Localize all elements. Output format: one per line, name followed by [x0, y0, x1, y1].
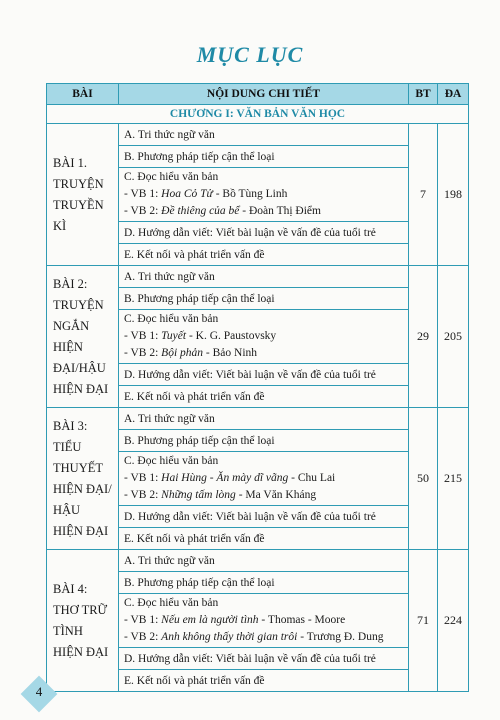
- da-page: 205: [438, 266, 469, 408]
- item-a: A. Tri thức ngữ văn: [119, 124, 409, 146]
- vb1-title: Tuyết: [161, 330, 187, 342]
- da-page: 224: [438, 550, 469, 692]
- item-e: E. Kết nối và phát triển vấn đề: [119, 386, 409, 408]
- page-number: 4: [35, 684, 43, 699]
- vb2-line: [124, 345, 403, 362]
- vb2-author: - Bảo Ninh: [203, 347, 258, 359]
- vb1-prefix: - VB 1:: [124, 614, 162, 626]
- item-c-heading: C. Đọc hiểu văn bản: [124, 455, 219, 467]
- item-d: D. Hướng dẫn viết: Viết bài luận về vấn đề của tuổi trẻ: [119, 364, 409, 386]
- item-b: B. Phương pháp tiếp cận thể loại: [119, 430, 409, 452]
- item-d: D. Hướng dẫn viết: Viết bài luận về vấn đề của tuổi trẻ: [119, 506, 409, 528]
- bt-page: 29: [409, 266, 438, 408]
- item-b: B. Phương pháp tiếp cận thể loại: [119, 572, 409, 594]
- vb2-line: [124, 487, 403, 504]
- page-title: MỤC LỤC: [196, 42, 304, 67]
- vb2-title: Anh không thấy thời gian trôi: [161, 631, 298, 643]
- lesson-name: BÀI 3: TIỂU THUYẾT HIỆN ĐẠI/ HẬU HIỆN ĐẠI: [47, 408, 119, 550]
- vb2-author: - Ma Văn Kháng: [235, 489, 317, 501]
- vb2-author: - Đoàn Thị Điểm: [239, 205, 321, 217]
- vb2-title: Những tấm lòng: [161, 489, 236, 501]
- vb1-prefix: - VB 1:: [124, 472, 162, 484]
- da-page: 215: [438, 408, 469, 550]
- header-row: [47, 84, 469, 105]
- item-c-heading: C. Đọc hiểu văn bản: [124, 171, 219, 183]
- vb2-title: Đề thiêng của bể: [161, 205, 240, 217]
- item-a: A. Tri thức ngữ văn: [119, 266, 409, 288]
- item-d: D. Hướng dẫn viết: Viết bài luận về vấn đề của tuổi trẻ: [119, 648, 409, 670]
- lesson-name: BÀI 2: TRUYỆN NGẮN HIỆN ĐẠI/HẬU HIỆN ĐẠI: [47, 266, 119, 408]
- item-b: B. Phương pháp tiếp cận thể loại: [119, 146, 409, 168]
- vb2-line: [124, 629, 403, 646]
- vb1-line: [124, 328, 403, 345]
- vb1-line: [124, 612, 403, 629]
- item-c: [119, 310, 409, 364]
- vb2-line: [124, 203, 403, 220]
- table-of-contents: [46, 83, 469, 692]
- item-c: [119, 594, 409, 648]
- vb1-prefix: - VB 1:: [124, 188, 162, 200]
- chapter-title: CHƯƠNG I: VĂN BẢN VĂN HỌC: [47, 105, 469, 124]
- vb1-author: - Thomas - Moore: [258, 614, 346, 626]
- item-b: B. Phương pháp tiếp cận thể loại: [119, 288, 409, 310]
- vb1-title: Nếu em là người tình: [161, 614, 259, 626]
- lesson-row: [47, 550, 469, 572]
- header-bt: BT: [409, 84, 438, 105]
- item-a: A. Tri thức ngữ văn: [119, 550, 409, 572]
- bt-page: 50: [409, 408, 438, 550]
- item-d: D. Hướng dẫn viết: Viết bài luận về vấn đề của tuổi trẻ: [119, 222, 409, 244]
- da-page: 198: [438, 124, 469, 266]
- vb2-prefix: - VB 2:: [124, 631, 162, 643]
- vb1-author: - K. G. Paustovsky: [186, 330, 277, 342]
- vb2-prefix: - VB 2:: [124, 347, 162, 359]
- vb1-line: [124, 186, 403, 203]
- header-noi-dung: NỘI DUNG CHI TIẾT: [119, 84, 409, 105]
- header-da: ĐA: [438, 84, 469, 105]
- vb2-title: Bội phản: [161, 347, 204, 359]
- vb2-prefix: - VB 2:: [124, 205, 162, 217]
- item-e: E. Kết nối và phát triển vấn đề: [119, 244, 409, 266]
- item-e: E. Kết nối và phát triển vấn đề: [119, 670, 409, 692]
- vb1-author: - Chu Lai: [288, 472, 336, 484]
- item-a: A. Tri thức ngữ văn: [119, 408, 409, 430]
- lesson-row: [47, 408, 469, 430]
- vb1-title: Hoa Cỏ Tử: [161, 188, 213, 200]
- bt-page: 7: [409, 124, 438, 266]
- vb2-author: - Trương Đ. Dung: [297, 631, 384, 643]
- item-c-heading: C. Đọc hiểu văn bản: [124, 597, 219, 609]
- header-bai: BÀI: [47, 84, 119, 105]
- item-c: [119, 168, 409, 222]
- vb1-prefix: - VB 1:: [124, 330, 162, 342]
- lesson-name: BÀI 1. TRUYỆN TRUYỀN KÌ: [47, 124, 119, 266]
- lesson-row: [47, 124, 469, 146]
- chapter-row: [47, 105, 469, 124]
- vb1-author: - Bồ Tùng Linh: [212, 188, 288, 200]
- vb1-title: Hai Hùng - Ăn mày dĩ vãng: [161, 472, 289, 484]
- vb1-line: [124, 470, 403, 487]
- bt-page: 71: [409, 550, 438, 692]
- lesson-name: BÀI 4: THƠ TRỮ TÌNH HIỆN ĐẠI: [47, 550, 119, 692]
- item-c-heading: C. Đọc hiểu văn bản: [124, 313, 219, 325]
- vb2-prefix: - VB 2:: [124, 489, 162, 501]
- lesson-row: [47, 266, 469, 288]
- item-e: E. Kết nối và phát triển vấn đề: [119, 528, 409, 550]
- item-c: [119, 452, 409, 506]
